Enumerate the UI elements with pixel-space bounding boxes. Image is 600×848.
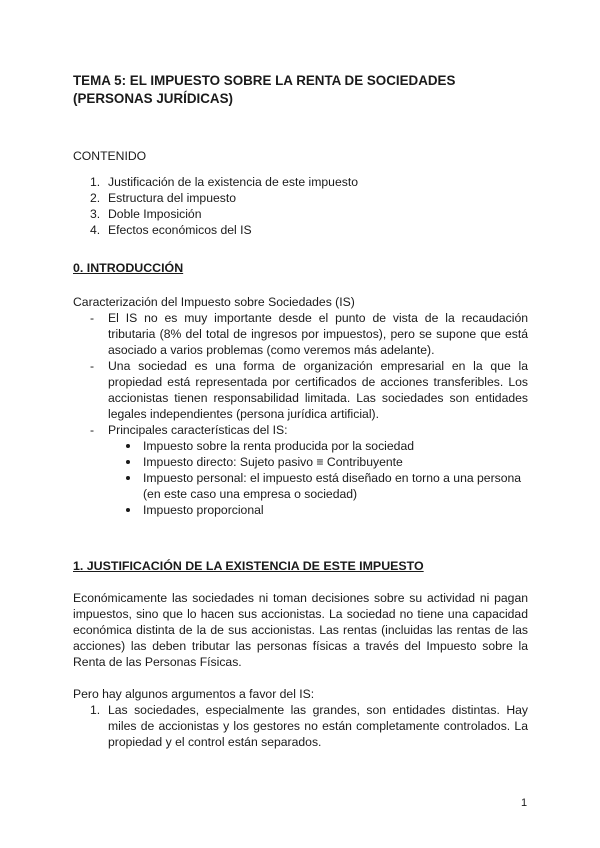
argument-item: [73, 702, 528, 750]
contents-item: [73, 206, 528, 222]
page-number: 1: [521, 797, 528, 809]
argument-text: Las sociedades, especialmente las grandes, son entidades distintas. Hay miles de accionistas y los gestores no están completamente controlados. La propiedad y el control están separados.: [108, 703, 528, 749]
argument-number: 1.: [90, 703, 101, 717]
arguments-lead: Pero hay algunos argumentos a favor del IS:: [73, 687, 315, 701]
document-title: [73, 72, 528, 108]
feature-text: Impuesto sobre la renta producida por la sociedad: [143, 439, 414, 453]
contents-item-number: 2.: [90, 191, 101, 205]
title-line-2: (PERSONAS JURÍDICAS): [73, 91, 233, 106]
contents-item-text: Estructura del impuesto: [108, 191, 237, 205]
contents-heading: CONTENIDO: [73, 149, 147, 163]
feature-text: Impuesto directo: Sujeto pasivo ≡ Contribuyente: [143, 455, 403, 469]
intro-dash-item: [73, 310, 528, 358]
feature-text: Impuesto personal: el impuesto está diseñado en torno a una persona (en este caso una empresa o sociedad): [143, 471, 522, 501]
contents-item: [73, 190, 528, 206]
features-list: [108, 438, 528, 518]
bullet-icon: [126, 476, 130, 480]
feature-item: [108, 438, 528, 454]
contents-item-number: 1.: [90, 175, 101, 189]
contents-item-text: Justificación de la existencia de este impuesto: [108, 175, 358, 189]
feature-text: Impuesto proporcional: [143, 503, 264, 517]
document-page: [73, 72, 528, 750]
contents-item-number: 4.: [90, 223, 101, 237]
intro-dash-text: Principales características del IS:: [108, 423, 288, 437]
contents-list: [73, 174, 528, 238]
arguments-list: [73, 702, 528, 750]
dash-marker: -: [90, 311, 95, 325]
intro-dash-item: [73, 358, 528, 422]
bullet-icon: [126, 460, 130, 464]
intro-dash-item: [73, 422, 528, 518]
contents-item-text: Efectos económicos del IS: [108, 223, 252, 237]
intro-dash-list: [73, 310, 528, 518]
contents-item: [73, 174, 528, 190]
feature-item: [108, 454, 528, 470]
contents-item-text: Doble Imposición: [108, 207, 202, 221]
intro-dash-text: El IS no es muy importante desde el punto de vista de la recaudación tributaria (8% del total de ingresos por impuestos), pero se supone que está asociado a varios problemas (como veremos más adelante).: [108, 311, 528, 357]
section-heading-justificacion: 1. JUSTIFICACIÓN DE LA EXISTENCIA DE ESTE IMPUESTO: [73, 559, 424, 573]
feature-item: [108, 502, 528, 518]
contents-item-number: 3.: [90, 207, 101, 221]
contents-item: [73, 222, 528, 238]
caracterizacion-lead: Caracterización del Impuesto sobre Sociedades (IS): [73, 295, 355, 309]
title-line-1: TEMA 5: EL IMPUESTO SOBRE LA RENTA DE SOCIEDADES: [73, 73, 456, 88]
bullet-icon: [126, 444, 130, 448]
bullet-icon: [126, 508, 130, 512]
dash-marker: -: [90, 359, 95, 373]
intro-dash-text: Una sociedad es una forma de organización empresarial en la que la propiedad está representada por certificados de acciones transferibles. Los accionistas tienen responsabilidad limitada. Las sociedades son entidades legales independientes (persona jurídica artificial).: [108, 359, 528, 421]
section-heading-introduccion: 0. INTRODUCCIÓN: [73, 261, 184, 275]
justificacion-paragraph: Económicamente las sociedades ni toman decisiones sobre su actividad ni pagan impuestos, sino que lo hacen sus accionistas. La sociedad no tiene una capacidad económica distinta de la de sus accionistas. Las rentas (incluidas las rentas de las acciones) las deben tributar las personas físicas a través del Impuesto sobre la Renta de las Personas Físicas.: [73, 591, 528, 669]
dash-marker: -: [90, 423, 95, 437]
feature-item: [108, 470, 528, 502]
